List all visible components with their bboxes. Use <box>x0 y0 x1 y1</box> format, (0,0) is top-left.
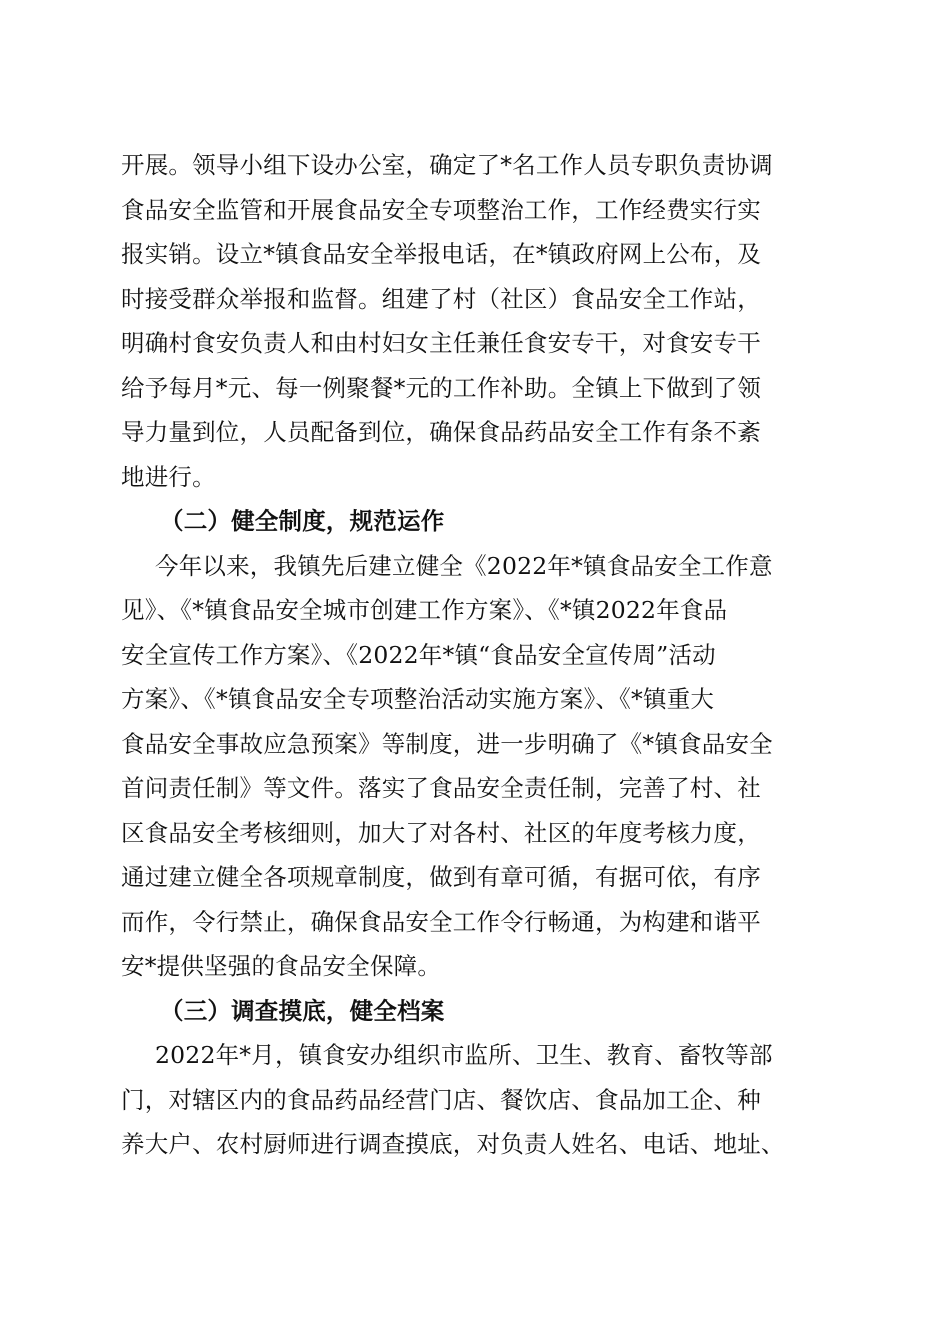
body-text-line: 地进行。 <box>121 463 216 491</box>
body-text-line: 今年以来，我镇先后建立健全《2022年*镇食品安全工作意 <box>155 552 773 580</box>
body-text-line: 而作，令行禁止，确保食品安全工作令行畅通，为构建和谐平 <box>121 908 761 936</box>
body-text-line: 门，对辖区内的食品药品经营门店、餐饮店、食品加工企、种 <box>121 1086 761 1114</box>
body-text-line: 养大户、农村厨师进行调查摸底，对负责人姓名、电话、地址、 <box>121 1130 785 1158</box>
body-text-line: 明确村食安负责人和由村妇女主任兼任食安专干，对食安专干 <box>121 329 761 357</box>
body-text-line: 给予每月*元、每一例聚餐*元的工作补助。全镇上下做到了领 <box>121 374 762 402</box>
section-heading-2: （二）健全制度，规范运作 <box>160 507 445 535</box>
body-text-line: 方案》、《*镇食品安全专项整治活动实施方案》、《*镇重大 <box>121 685 715 713</box>
section-heading-3: （三）调查摸底，健全档案 <box>160 997 445 1025</box>
body-text-line: 报实销。设立*镇食品安全举报电话，在*镇政府网上公布，及 <box>121 240 762 268</box>
body-text-line: 首问责任制》等文件。落实了食品安全责任制，完善了村、社 <box>121 774 761 802</box>
body-text-line: 安*提供坚强的食品安全保障。 <box>121 952 442 980</box>
body-text-line: 食品安全事故应急预案》等制度，进一步明确了《*镇食品安全 <box>121 730 773 758</box>
body-text-line: 通过建立健全各项规章制度，做到有章可循，有据可依，有序 <box>121 863 761 891</box>
body-text-line: 导力量到位，人员配备到位，确保食品药品安全工作有条不紊 <box>121 418 761 446</box>
body-text-line: 时接受群众举报和监督。组建了村（社区）食品安全工作站， <box>121 285 761 313</box>
body-text-line: 食品安全监管和开展食品安全专项整治工作，工作经费实行实 <box>121 196 761 224</box>
body-text-line: 开展。领导小组下设办公室，确定了*名工作人员专职负责协调 <box>121 151 773 179</box>
body-text-line: 2022年*月，镇食安办组织市监所、卫生、教育、畜牧等部 <box>155 1041 773 1069</box>
body-text-line: 区食品安全考核细则，加大了对各村、社区的年度考核力度， <box>121 819 761 847</box>
body-text-line: 安全宣传工作方案》、《2022年*镇“食品安全宣传周”活动 <box>121 641 716 669</box>
body-text-line: 见》、《*镇食品安全城市创建工作方案》、《*镇2022年食品 <box>121 596 728 624</box>
